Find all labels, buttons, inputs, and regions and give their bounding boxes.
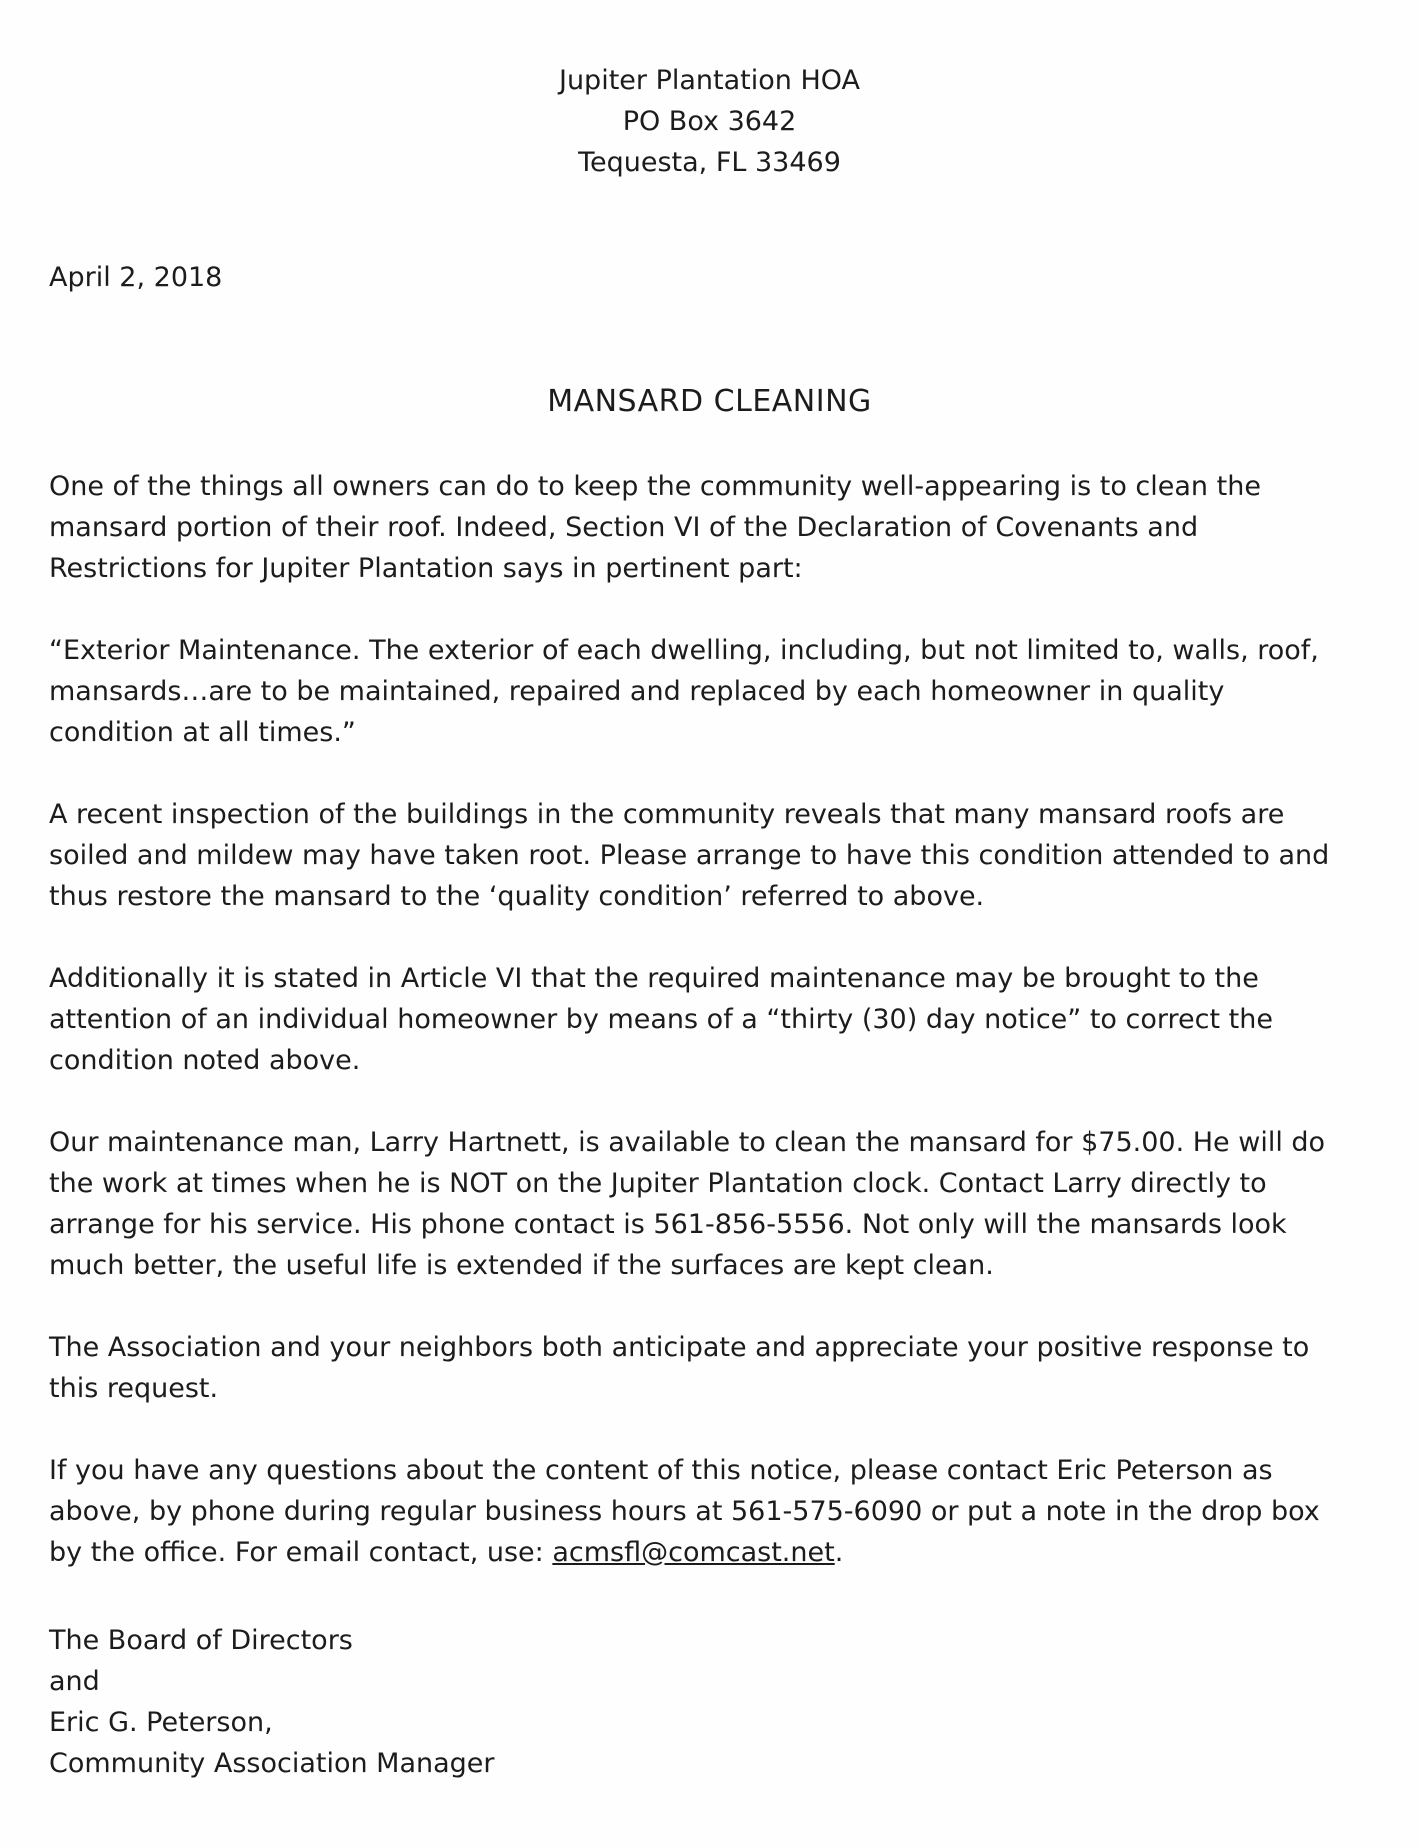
signature-line: and — [49, 1666, 100, 1697]
signature-line: The Board of Directors — [49, 1625, 353, 1656]
paragraph-line: Our maintenance man, Larry Hartnett, is available to clean the mansard for $75.00. He will do — [49, 1127, 1326, 1158]
paragraph-line: attention of an individual homeowner by means of a “thirty (30) day notice” to correct the — [49, 1004, 1273, 1035]
paragraph-line: “Exterior Maintenance. The exterior of each dwelling, including, but not limited to, walls, roof, — [49, 635, 1319, 666]
paragraph-maintenance-man — [49, 1122, 1379, 1286]
paragraph-line: thus restore the mansard to the ‘quality condition’ referred to above. — [49, 881, 985, 912]
paragraph-contact — [49, 1450, 1379, 1573]
email-link[interactable]: acmsfl@comcast.net — [552, 1537, 835, 1568]
signature-block — [49, 1620, 495, 1784]
paragraph-line: condition noted above. — [49, 1045, 361, 1076]
paragraph-line: soiled and mildew may have taken root. Please arrange to have this condition attended to and — [49, 840, 1330, 871]
paragraph-line: If you have any questions about the content of this notice, please contact Eric Peterson as — [49, 1455, 1273, 1486]
paragraph-line: mansards…are to be maintained, repaired and replaced by each homeowner in quality — [49, 676, 1225, 707]
paragraph-line: The Association and your neighbors both anticipate and appreciate your positive response to — [49, 1332, 1310, 1363]
letterhead — [0, 60, 1419, 183]
paragraph-line: A recent inspection of the buildings in the community reveals that many mansard roofs are — [49, 799, 1285, 830]
letter-body — [49, 466, 1379, 1614]
address-line-2: Tequesta, FL 33469 — [578, 147, 841, 178]
paragraph-line: this request. — [49, 1373, 219, 1404]
email-prefix-text: by the office. For email contact, use: — [49, 1537, 553, 1568]
paragraph-notice — [49, 958, 1379, 1081]
paragraph-appreciation — [49, 1327, 1379, 1409]
paragraph-line-email — [49, 1532, 1379, 1573]
paragraph-inspection — [49, 794, 1379, 917]
signature-line: Eric G. Peterson, — [49, 1707, 273, 1738]
paragraph-line: above, by phone during regular business hours at 561-575-6090 or put a note in the drop box — [49, 1496, 1320, 1527]
paragraph-line: arrange for his service. His phone contact is 561-856-5556. Not only will the mansards look — [49, 1209, 1287, 1240]
paragraph-covenants-intro — [49, 466, 1379, 589]
paragraph-line: the work at times when he is NOT on the Jupiter Plantation clock. Contact Larry directly to — [49, 1168, 1267, 1199]
paragraph-line: One of the things all owners can do to keep the community well-appearing is to clean the — [49, 471, 1261, 502]
paragraph-line: condition at all times.” — [49, 717, 356, 748]
letter-date: April 2, 2018 — [49, 262, 223, 293]
paragraph-line: Restrictions for Jupiter Plantation says in pertinent part: — [49, 553, 803, 584]
signature-line: Community Association Manager — [49, 1748, 495, 1779]
org-name: Jupiter Plantation HOA — [558, 65, 861, 96]
paragraph-line: much better, the useful life is extended if the surfaces are kept clean. — [49, 1250, 994, 1281]
email-suffix-text: . — [834, 1537, 844, 1568]
paragraph-line: Additionally it is stated in Article VI that the required maintenance may be brought to the — [49, 963, 1259, 994]
address-line-1: PO Box 3642 — [622, 106, 797, 137]
paragraph-quote — [49, 630, 1379, 753]
letter-title: MANSARD CLEANING — [547, 384, 872, 419]
paragraph-line: mansard portion of their roof. Indeed, Section VI of the Declaration of Covenants and — [49, 512, 1199, 543]
